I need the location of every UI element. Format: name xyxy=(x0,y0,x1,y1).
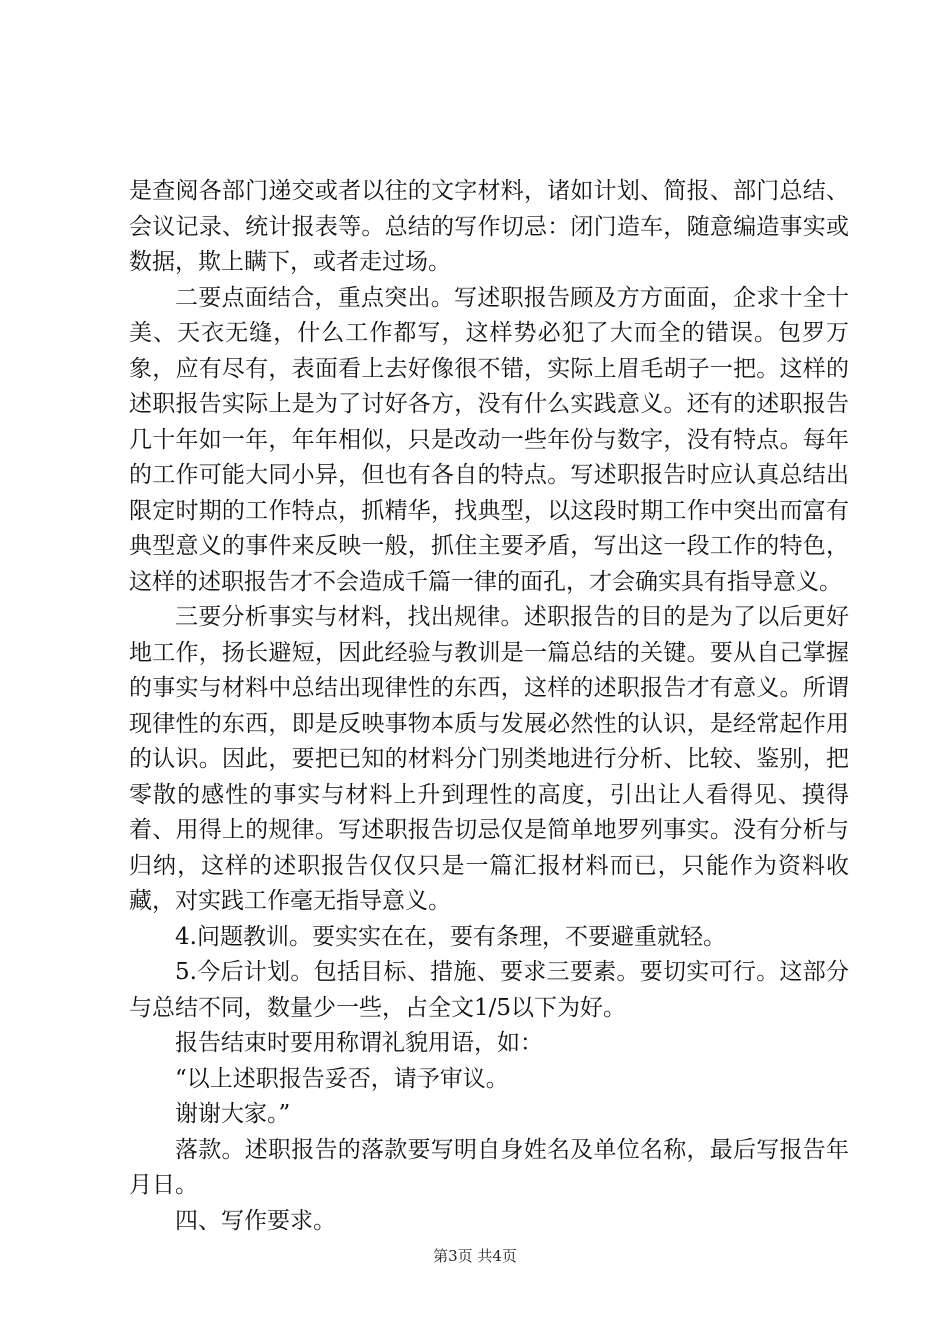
paragraph-5: 5.今后计划。包括目标、措施、要求三要素。要切实可行。这部分与总结不同，数量少一些，占全文1/5以下为好。 xyxy=(129,959,849,1021)
paragraph-6: 报告结束时要用称谓礼貌用语，如： xyxy=(175,1030,543,1056)
document-body xyxy=(129,174,849,1239)
paragraph-1: 是查阅各部门递交或者以往的文字材料，诸如计划、简报、部门总结、会议记录、统计报表等。总结的写作切忌：闭门造车，随意编造事实或数据，欺上瞒下，或者走过场。 xyxy=(129,178,849,275)
paragraph-4: 4.问题教训。要实实在在，要有条理，不要避重就轻。 xyxy=(175,923,726,950)
paragraph-10: 四、写作要求。 xyxy=(175,1207,336,1234)
page-footer: 第3页 共4页 xyxy=(433,1247,517,1265)
paragraph-7: “以上述职报告妥否，请予审议。 xyxy=(175,1065,509,1092)
paragraph-9: 落款。述职报告的落款要写明自身姓名及单位名称，最后写报告年月日。 xyxy=(129,1136,849,1198)
paragraph-3: 三要分析事实与材料，找出规律。述职报告的目的是为了以后更好地工作，扬长避短，因此经验与教训是一篇总结的关键。要从自己掌握的事实与材料中总结出现律性的东西，这样的述职报告才有意义。所谓现律性的东西，即是反映事物本质与发展必然性的认识，是经常起作用的认识。因此，要把已知的材料分门别类地进行分析、比较、鉴别，把零散的感性的事实与材料上升到理性的高度，引出让人看得见、摸得着、用得上的规律。写述职报告切忌仅是简单地罗列事实。没有分析与归纳，这样的述职报告仅仅只是一篇汇报材料而已，只能作为资料收藏，对实践工作毫无指导意义。 xyxy=(129,604,849,914)
paragraph-2: 二要点面结合，重点突出。写述职报告顾及方方面面，企求十全十美、天衣无缝，什么工作都写，这样势必犯了大而全的错误。包罗万象，应有尽有，表面看上去好像很不错，实际上眉毛胡子一把。这样的述职报告实际上是为了讨好各方，没有什么实践意义。还有的述职报告几十年如一年，年年相似，只是改动一些年份与数字，没有特点。每年的工作可能大同小异，但也有各自的特点。写述职报告时应认真总结出限定时期的工作特点，抓精华，找典型，以这段时期工作中突出而富有典型意义的事件来反映一般，抓住主要矛盾，写出这一段工作的特色，这样的述职报告才不会造成千篇一律的面孔，才会确实具有指导意义。 xyxy=(129,284,849,595)
paragraph-8: 谢谢大家。” xyxy=(175,1101,291,1127)
